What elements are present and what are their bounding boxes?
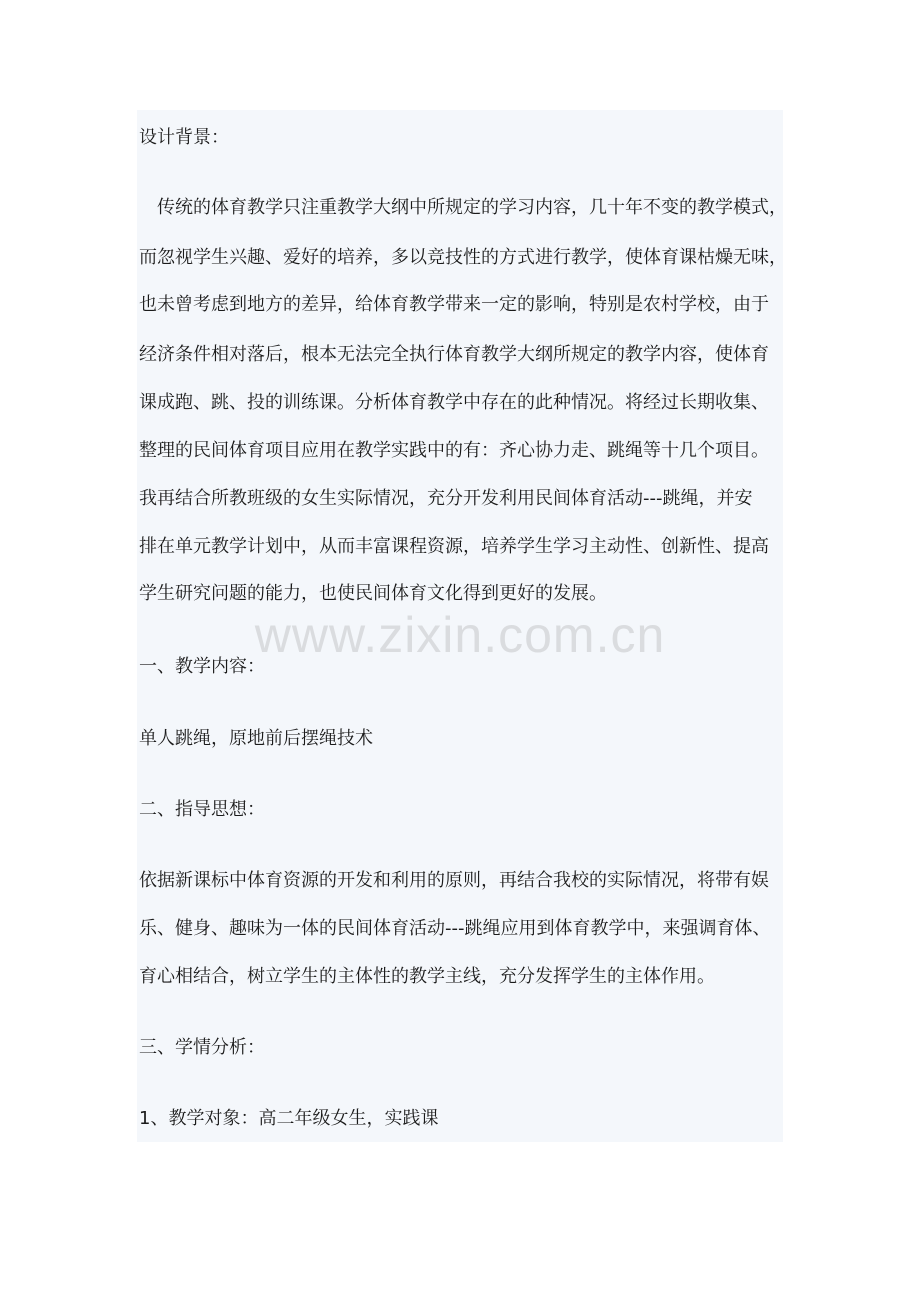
section-heading-guiding-ideology: 二、指导思想： [139, 799, 265, 820]
paragraph-line: 乐、健身、趣味为一体的民间体育活动---跳绳应用到体育教学中，来强调育体、 [139, 918, 771, 939]
paragraph-line: 单人跳绳，原地前后摆绳技术 [139, 728, 373, 749]
watermark-text: www.zixin.com.cn [254, 607, 666, 663]
section-heading-teaching-content: 一、教学内容： [139, 656, 265, 677]
paragraph-line: 经济条件相对落后，根本无法完全执行体育教学大纲所规定的教学内容，使体育 [139, 344, 769, 365]
paragraph-line: 依据新课标中体育资源的开发和利用的原则，再结合我校的实际情况，将带有娱 [139, 870, 769, 891]
paragraph-line: 学生研究问题的能力，也使民间体育文化得到更好的发展。 [139, 583, 607, 604]
paragraph-line: 育心相结合，树立学生的主体性的教学主线，充分发挥学生的主体作用。 [139, 966, 715, 987]
paragraph-line: 1、教学对象：高二年级女生，实践课 [139, 1108, 439, 1129]
paragraph-line: 我再结合所教班级的女生实际情况，充分开发利用民间体育活动---跳绳，并安 [139, 488, 753, 509]
paragraph-line: 也未曾考虑到地方的差异，给体育教学带来一定的影响，特别是农村学校，由于 [139, 294, 769, 315]
section-heading-learning-analysis: 三、学情分析： [139, 1037, 265, 1058]
section-heading-background: 设计背景： [139, 127, 229, 148]
paragraph-line: 排在单元教学计划中，从而丰富课程资源，培养学生学习主动性、创新性、提高 [139, 536, 769, 557]
paragraph-line: 传统的体育教学只注重教学大纲中所规定的学习内容，几十年不变的教学模式， [139, 197, 787, 218]
paragraph-line: 而忽视学生兴趣、爱好的培养，多以竞技性的方式进行教学，使体育课枯燥无味， [139, 247, 787, 268]
paragraph-line: 课成跑、跳、投的训练课。分析体育教学中存在的此种情况。将经过长期收集、 [139, 392, 769, 413]
paragraph-line: 整理的民间体育项目应用在教学实践中的有：齐心协力走、跳绳等十几个项目。 [139, 440, 769, 461]
